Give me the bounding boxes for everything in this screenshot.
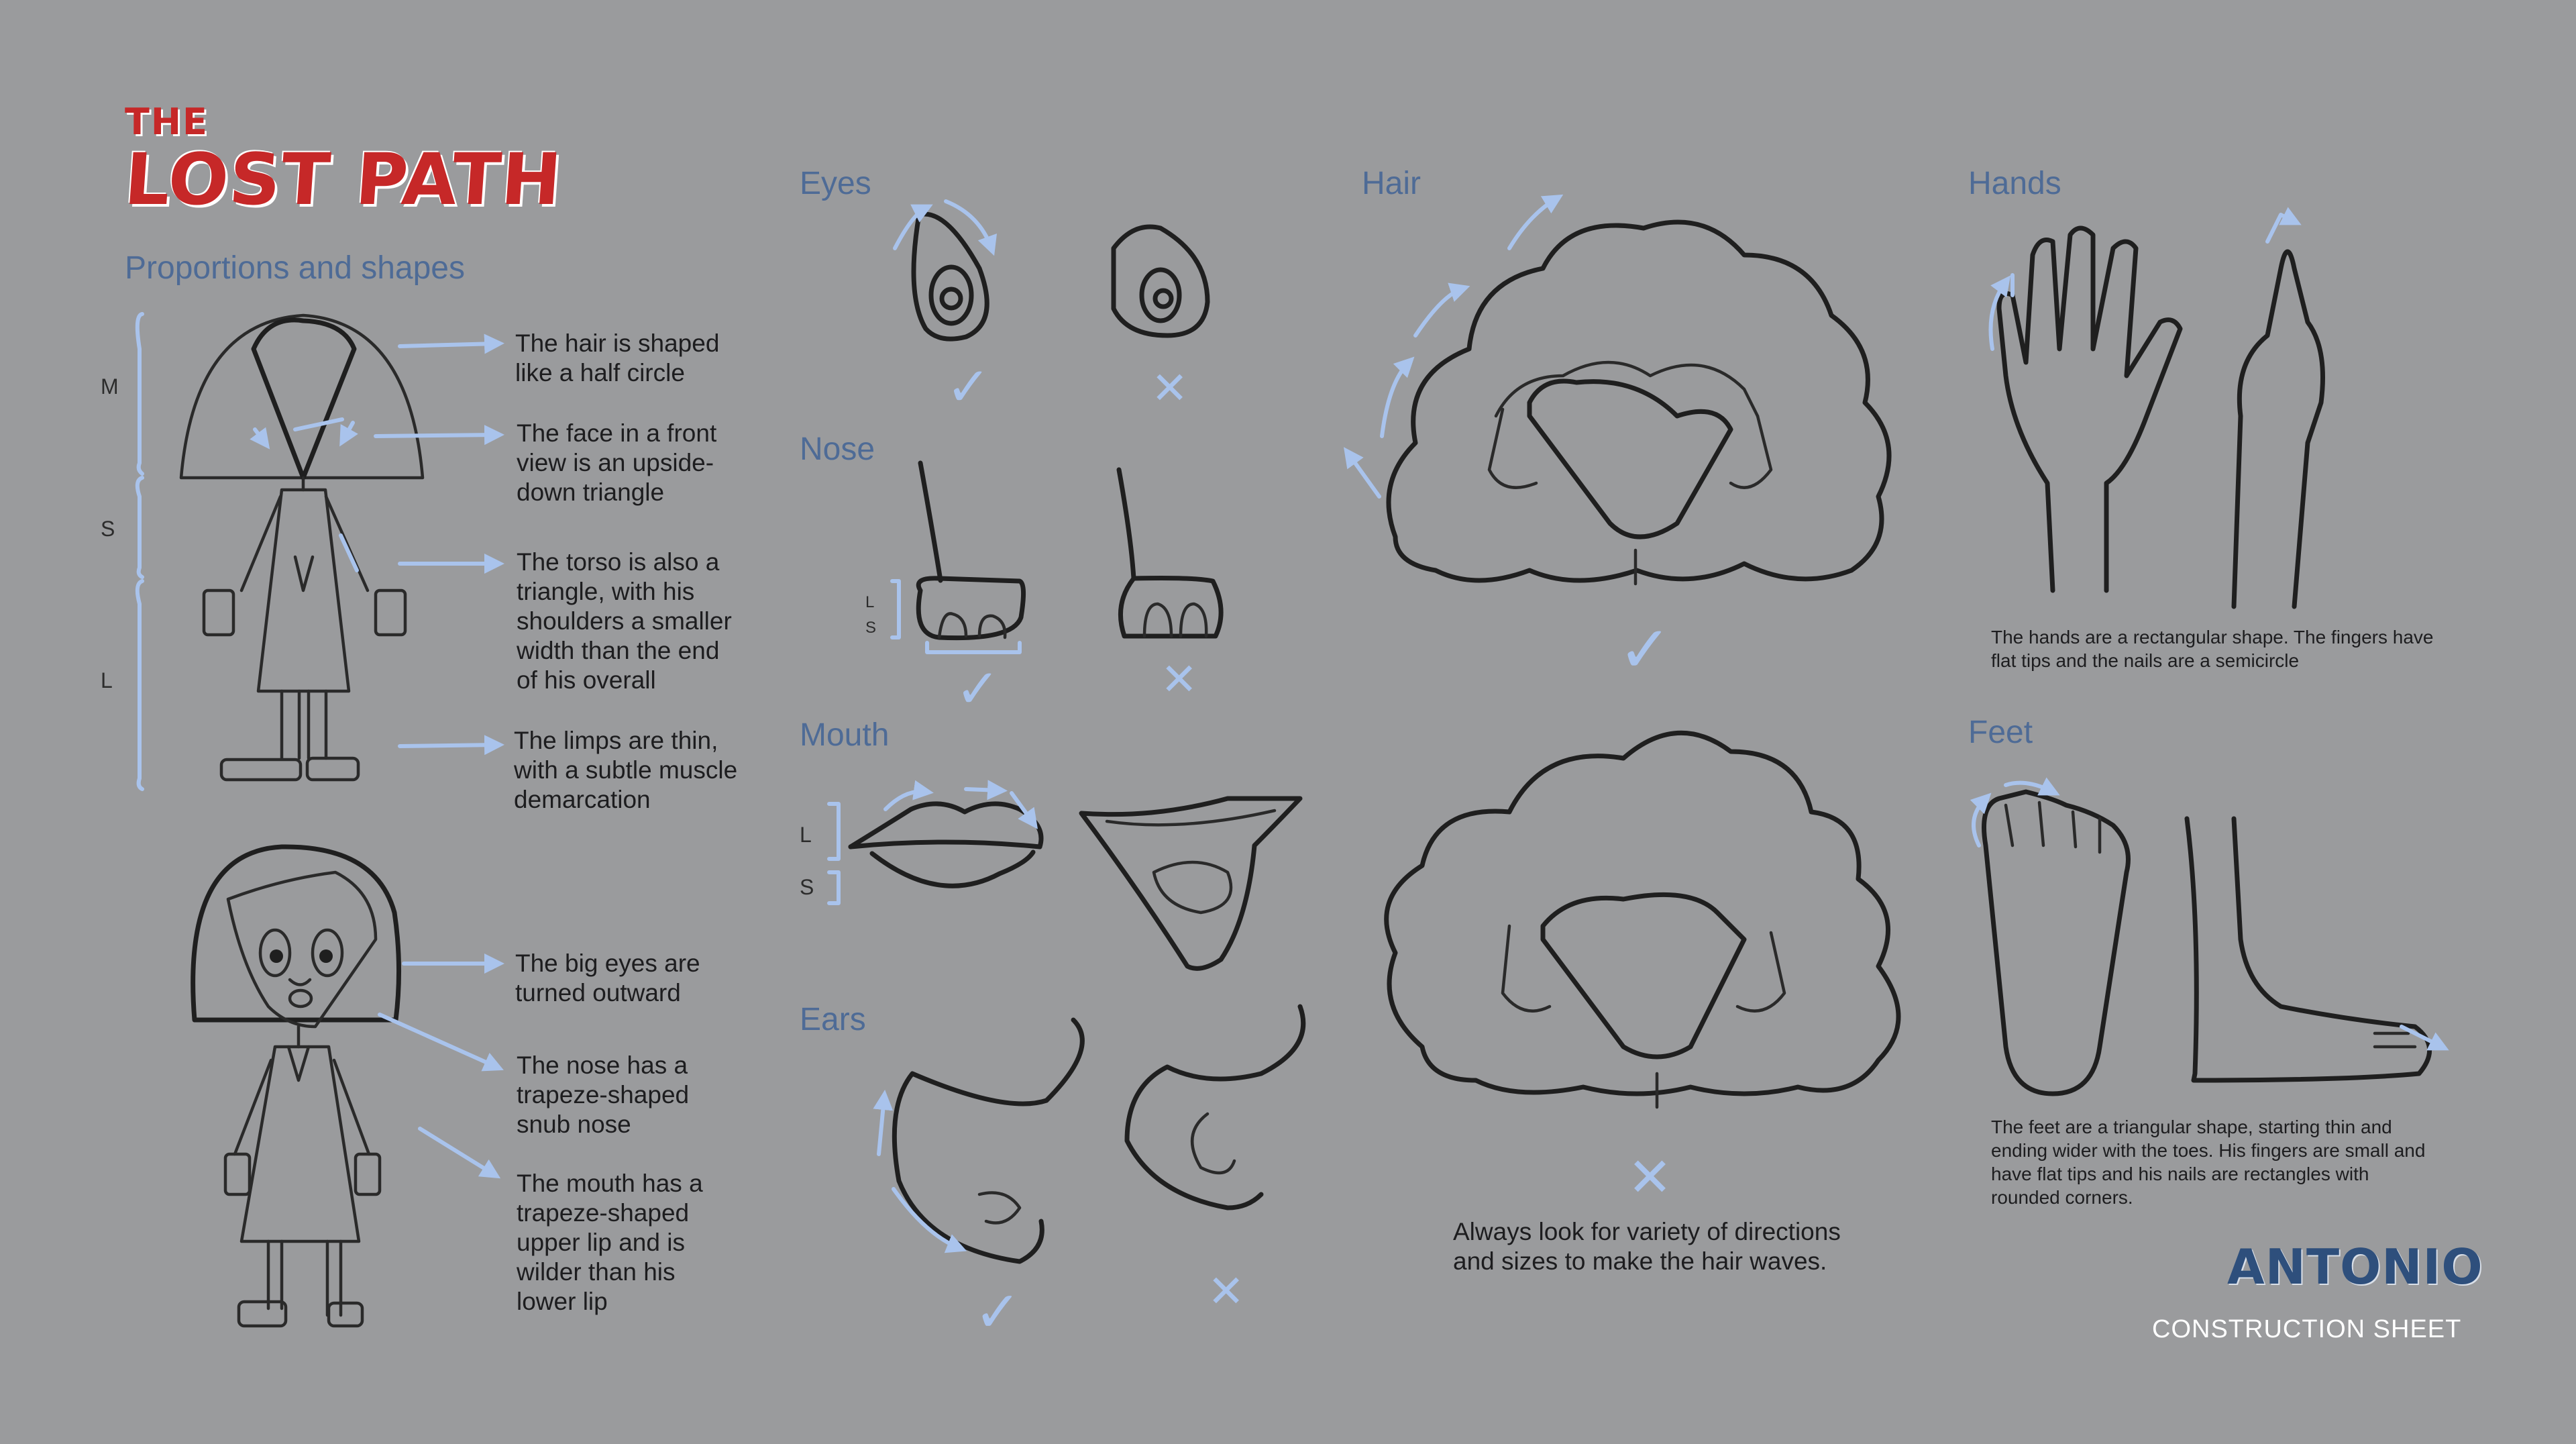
figure-detailed bbox=[193, 847, 399, 1326]
nose-measure-s: S bbox=[865, 619, 877, 637]
nose-check: ✓ bbox=[955, 659, 1001, 719]
hands-drawings bbox=[1991, 215, 2323, 607]
feet-drawings bbox=[1974, 783, 2442, 1094]
ears-drawings bbox=[879, 1007, 1303, 1261]
hair-note: Always look for variety of directions and sizes to make the hair waves. bbox=[1453, 1218, 1841, 1275]
note-face: The face in a front view is an upside-down triangle bbox=[517, 419, 717, 506]
mouth-title: Mouth bbox=[800, 717, 890, 753]
feet-note: The feet are a triangular shape, starting thin and ending wider with the toes. His fingers are small and have flat tips and his nails are rectangles with rounded corners. bbox=[1991, 1117, 2426, 1208]
eyes-check: ✓ bbox=[946, 357, 991, 417]
hands-note: The hands are a rectangular shape. The fingers have flat tips and the nails are a semicircle bbox=[1991, 627, 2434, 671]
mouth-measure-l: L bbox=[800, 823, 812, 847]
eyes-title: Eyes bbox=[800, 166, 871, 201]
construction-sheet-label: CONSTRUCTION SHEET bbox=[2152, 1315, 2462, 1343]
logo-line-the: THE bbox=[125, 101, 209, 143]
ears-title: Ears bbox=[800, 1002, 866, 1037]
hair-cross: ✕ bbox=[1627, 1147, 1673, 1207]
nose-drawings bbox=[892, 463, 1221, 652]
ears-cross: ✕ bbox=[1208, 1266, 1245, 1316]
hair-bad-drawing bbox=[1387, 733, 1898, 1107]
mouth-measure-s: S bbox=[800, 875, 814, 899]
figure-construction bbox=[181, 315, 423, 780]
character-name: ANTONIO bbox=[2227, 1239, 2483, 1295]
measure-s: S bbox=[101, 517, 115, 541]
eyes-drawings bbox=[895, 201, 1208, 339]
note-mouth: The mouth has a trapeze-shaped upper lip and is wilder than his lower lip bbox=[517, 1170, 703, 1315]
feet-title: Feet bbox=[1968, 715, 2033, 750]
note-eyes: The big eyes are turned outward bbox=[515, 949, 700, 1007]
hair-check: ✓ bbox=[1618, 614, 1672, 686]
hair-good-drawing bbox=[1348, 199, 1889, 584]
proportions-title: Proportions and shapes bbox=[125, 250, 465, 286]
eyes-cross: ✕ bbox=[1151, 363, 1189, 413]
hair-title: Hair bbox=[1362, 166, 1421, 201]
note-torso: The torso is also a triangle, with his shoulders a smaller width than the end of his overall bbox=[517, 548, 732, 694]
logo-line-title: LOST PATH bbox=[121, 138, 565, 221]
nose-title: Nose bbox=[800, 431, 875, 467]
note-hair: The hair is shaped like a half circle bbox=[515, 329, 720, 386]
nose-measure-l: L bbox=[865, 593, 875, 611]
note-limbs: The limps are thin, with a subtle muscle demarcation bbox=[514, 727, 738, 813]
mouth-drawings bbox=[829, 789, 1300, 968]
nose-cross: ✕ bbox=[1161, 654, 1198, 704]
proportion-pointers bbox=[376, 344, 496, 1174]
measure-m: M bbox=[101, 374, 119, 399]
proportion-brackets bbox=[138, 314, 142, 789]
hands-title: Hands bbox=[1968, 166, 2061, 201]
ears-check: ✓ bbox=[974, 1280, 1022, 1343]
measure-l: L bbox=[101, 668, 113, 692]
note-nose: The nose has a trapeze-shaped snub nose bbox=[517, 1051, 690, 1138]
